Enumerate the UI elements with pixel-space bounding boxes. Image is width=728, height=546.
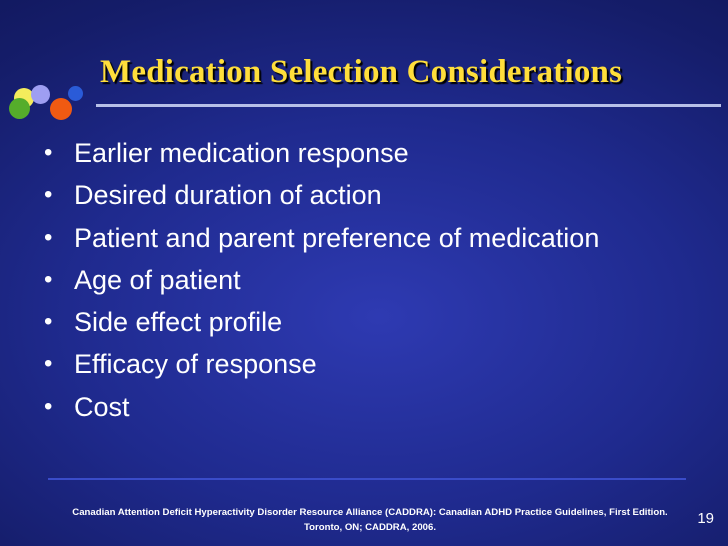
slide-number: 19 <box>697 510 714 527</box>
bullet-item <box>44 132 599 174</box>
citation-line-2: Toronto, ON; CADDRA, 2006. <box>303 522 436 533</box>
bullet-text: Age of patient <box>74 264 241 295</box>
bullet-icon: • <box>44 350 53 378</box>
bullet-text: Cost <box>74 391 130 422</box>
bullet-icon: • <box>44 223 53 251</box>
bullet-item <box>44 217 599 259</box>
bullet-item <box>44 259 599 301</box>
green-dot-icon <box>9 98 30 119</box>
bullet-icon: • <box>44 139 53 166</box>
slide-title: Medication Selection Considerations <box>100 54 623 90</box>
decorative-dots-logo <box>0 0 110 130</box>
lavender-dot-icon <box>31 85 50 104</box>
bullet-text: Side effect profile <box>74 307 283 338</box>
orange-dot-icon <box>50 98 72 120</box>
bullet-item <box>44 174 599 216</box>
bullet-icon: • <box>44 308 53 336</box>
bullet-icon: • <box>44 265 53 293</box>
bullet-item <box>44 386 599 428</box>
title-underline-divider <box>96 104 721 107</box>
bullet-text: Earlier medication response <box>74 138 409 168</box>
bullet-list <box>44 132 599 428</box>
bullet-icon: • <box>44 392 53 420</box>
bullet-text: Desired duration of action <box>74 180 382 211</box>
footer-divider <box>48 478 686 480</box>
bullet-text: Patient and parent preference of medication <box>74 222 600 253</box>
blue-dot-icon <box>68 86 83 101</box>
bullet-text: Efficacy of response <box>74 349 317 380</box>
bullet-item <box>44 343 599 385</box>
citation-footer <box>40 505 700 535</box>
bullet-icon: • <box>44 181 53 209</box>
citation-line-1: Canadian Attention Deficit Hyperactivity Disorder Resource Alliance (CADDRA): Canadian ADHD Practice Guidelines, First Edition. <box>72 507 668 518</box>
bullet-item <box>44 301 599 343</box>
